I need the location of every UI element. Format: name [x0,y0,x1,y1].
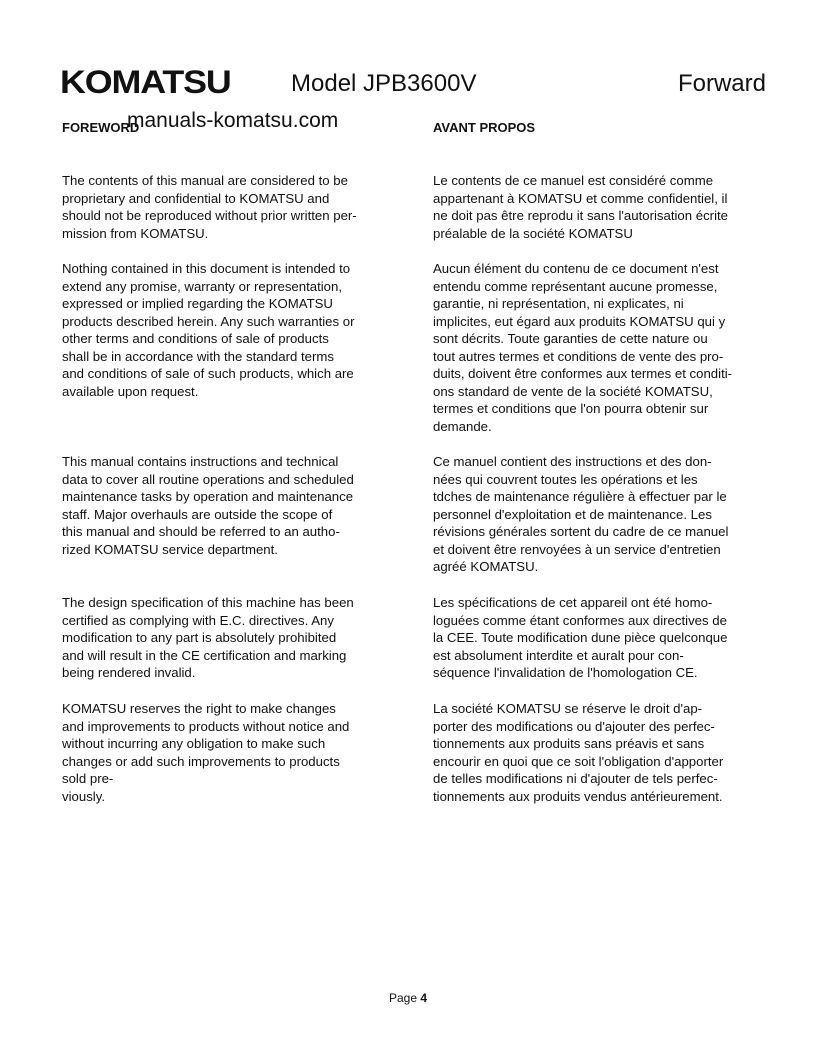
komatsu-logo: KOMATSU [60,64,231,100]
section-title: Forward [677,70,766,97]
french-paragraph-proprietary: Le contents de ce manuel est considéré comme appartenant à KOMATSU et comme confidentiel, il ne doit pas être reprodu it sans l'autorisation écrite préalable de la société KOMATSU [433,173,729,241]
english-paragraph-changes: KOMATSU reserves the right to make changes and improvements to products without notice and without incurring any obligation to make such changes or add such improvements to products sold pre- viously. [62,701,350,804]
model-title: Model JPB3600V [291,70,477,97]
page-label: Page [388,991,417,1005]
french-paragraph-ce: Les spécifications de cet appareil ont été homo- loguées comme étant conformes aux directives de la CEE. Toute modification dune pièce quelconque est absolument interdite et auralt pour con- séquence l'invalidation de l'homologation CE. [433,595,728,680]
french-paragraph-changes: La société KOMATSU se réserve le droit d'ap- porter des modifications ou d'ajouter des perfec- tionnements aux produits sans préavis et sans encourir en quoi que ce soit l'obligation d'apporter de telles modifications ni d'ajouter de tels perfec- tionnements aux produits vendus antérieurement. [433,701,724,804]
english-paragraph-ce: The design specification of this machine has been certified as complying with E.C. directives. Any modification to any part is absolutely prohibited and will result in the CE certification and marking being rendered invalid. [62,595,354,680]
watermark-url: manuals-komatsu.com [127,109,339,132]
french-heading: AVANT PROPOS [433,120,536,135]
english-paragraph-warranty: Nothing contained in this document is intended to extend any promise, warranty or representation, expressed or implied regarding the KOMATSU products described herein. Any such warranties or other terms and conditions of sale of products shall be in accordance with the standard terms and conditions of sale of such products, which are available upon request. [62,261,355,399]
page-footer [0,991,816,1005]
english-heading: FOREWORD [62,120,140,135]
english-paragraph-contents: This manual contains instructions and technical data to cover all routine operations and scheduled maintenance tasks by operation and maintenance staff. Major overhauls are outside the scope of this manual and should be referred to an autho- rized KOMATSU service department. [62,454,354,557]
french-paragraph-contents: Ce manuel contient des instructions et des don- nées qui couvrent toutes les opérations et les tdches de maintenance régulière à effectuer par le personnel d'exploitation et de maintenance. Les révisions générales sortent du cadre de ce manuel et doivent être renvoyées à un service d'entretien agréé KOMATSU. [433,454,729,574]
french-paragraph-warranty: Aucun élément du contenu de ce document n'est entendu comme représentant aucune promesse, garantie, ni représentation, ni explicates, ni implicites, eut égard aux produits KOMATSU qui y sont décrits. Toute garanties de cette nature ou tout autres termes et conditions de vente des pro- duits, doivent être conformes aux termes et conditi- ons standard de vente de la société KOMATSU, termes et conditions que l'on pourra obtenir sur demande. [433,261,733,434]
page-number: 4 [420,991,428,1005]
english-paragraph-proprietary: The contents of this manual are considered to be proprietary and confidential to KOMATSU and should not be reproduced without prior written per- mission from KOMATSU. [62,173,357,241]
